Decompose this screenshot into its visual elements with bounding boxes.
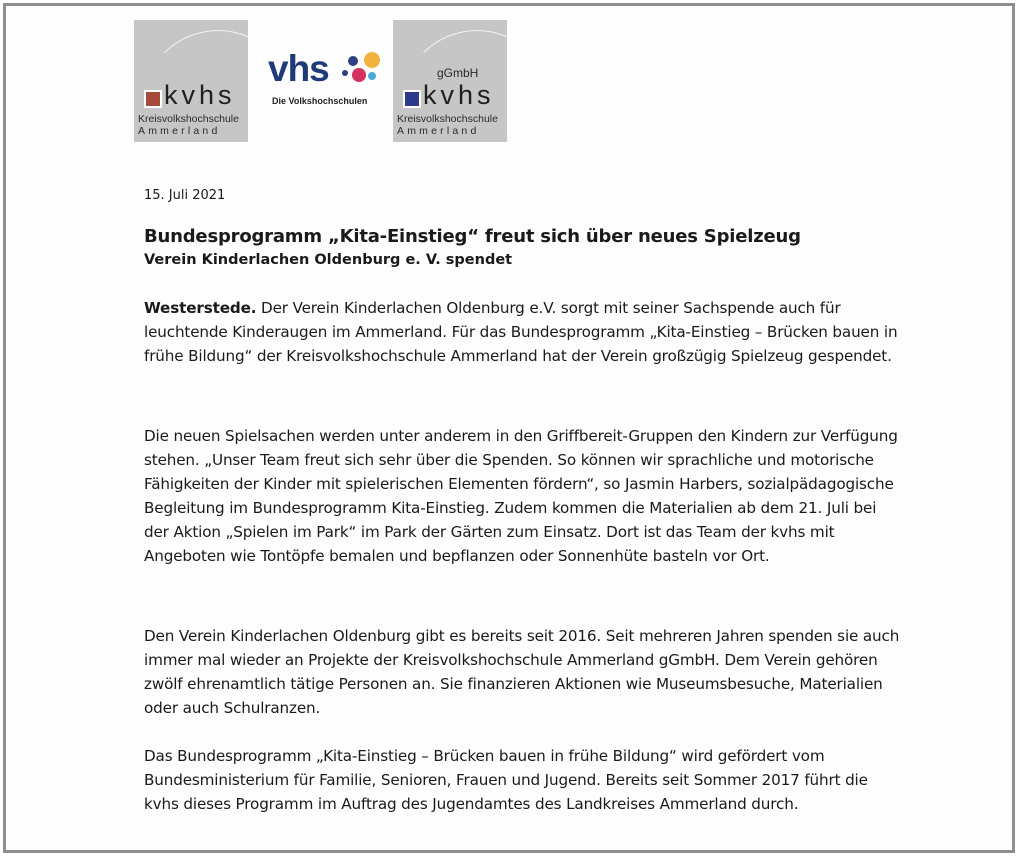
paragraph-1 — [144, 296, 904, 368]
vhs-tagline: Die Volkshochschulen — [272, 96, 368, 106]
document-date: 15. Juli 2021 — [144, 188, 226, 203]
logo-line2: Ammerland — [397, 125, 480, 137]
logo-kvhs-text: kvhs — [164, 80, 236, 110]
paragraph-2: Die neuen Spielsachen werden unter anderem in den Griffbereit-Gruppen den Kindern zur Verfügung stehen. „Unser Team freut sich sehr über die Spenden. So können wir sprachliche und motorische Fähigkeiten der Kinder mit spielerischen Elementen fördern“, so Jasmin Harbers, sozialpädagogische Begleitung im Bundesprogramm Kita-Einstieg. Zudem kommen die Materialien ab dem 21. Juli bei der Aktion „Spielen im Park“ im Park der Gärten zum Einsatz. Dort ist das Team der kvhs mit Angeboten wie Tontöpfe bemalen und bepflanzen oder Sonnenhüte basteln vor Ort. — [144, 427, 898, 565]
document-page — [3, 3, 1015, 853]
kvhs-logo-right — [393, 20, 507, 142]
logo-square-blue — [403, 90, 421, 108]
vhs-dot-small — [342, 70, 348, 76]
headline: Bundesprogramm „Kita-Einstieg“ freut sich über neues Spielzeug — [144, 226, 801, 247]
logo-line1: Kreisvolkshochschule — [397, 113, 498, 125]
logo-square-red — [144, 90, 162, 108]
logo-line1: Kreisvolkshochschule — [138, 113, 239, 125]
vhs-dot-yellow — [364, 52, 380, 68]
vhs-dot-pink — [352, 68, 366, 82]
vhs-logo — [268, 48, 386, 114]
logo-kvhs-text: kvhs — [423, 80, 495, 110]
logo-line2: Ammerland — [138, 125, 221, 137]
vhs-dot-blue — [368, 72, 376, 80]
paragraph-1-text: Der Verein Kinderlachen Oldenburg e.V. sorgt mit seiner Sachspende auch für leuchtende Kinderaugen im Ammerland. Für das Bundesprogramm „Kita-Einstieg – Brücken bauen in frühe Bildung“ der Kreisvolkshochschule Ammerland hat der Verein großzügig Spielzeug gespendet. — [144, 299, 898, 365]
dateline: Westerstede. — [144, 299, 257, 317]
paragraph-3: Den Verein Kinderlachen Oldenburg gibt es bereits seit 2016. Seit mehreren Jahren spenden sie auch immer mal wieder an Projekte der Kreisvolkshochschule Ammerland gGmbH. Dem Verein gehören zwölf ehrenamtlich tätige Personen an. Sie finanzieren Aktionen wie Museumsbesuche, Materialien oder auch Schulranzen. — [144, 627, 900, 717]
subheadline: Verein Kinderlachen Oldenburg e. V. spendet — [144, 252, 513, 268]
vhs-wordmark: vhs — [268, 48, 329, 89]
logo-ggmbh: gGmbH — [437, 66, 479, 80]
vhs-dot-navy — [348, 56, 358, 66]
paragraph-4: Das Bundesprogramm „Kita-Einstieg – Brücken bauen in frühe Bildung“ wird gefördert vom Bundesministerium für Familie, Senioren, Frauen und Jugend. Bereits seit Sommer 2017 führt die kvhs dieses Programm im Auftrag des Jugendamtes des Landkreises Ammerland durch. — [144, 747, 868, 813]
kvhs-logo-left — [134, 20, 248, 142]
